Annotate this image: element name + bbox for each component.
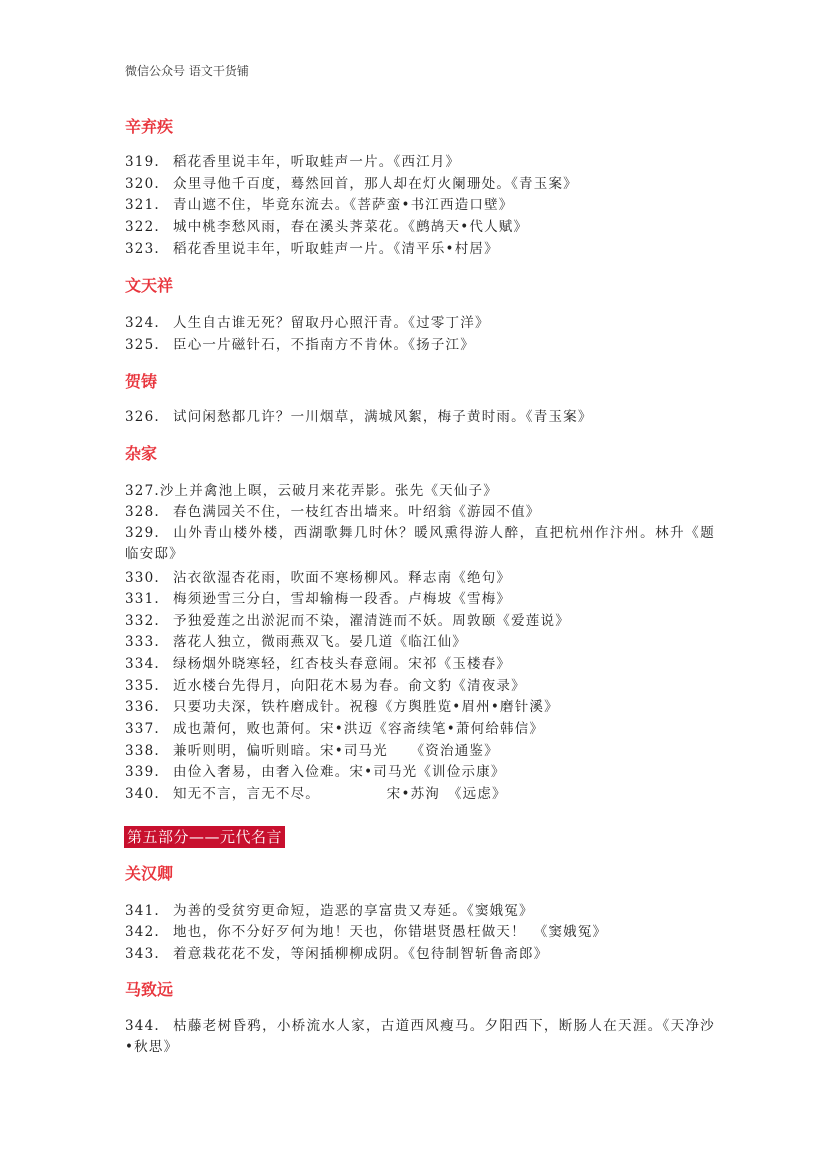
- quote-text: 沙上并禽池上暝，云破月来花弄影。张先《天仙子》: [159, 483, 498, 499]
- quote-number: 327.: [125, 483, 160, 499]
- quote-text: 春色满园关不住，一枝红杏出墙来。叶绍翁《游园不值》: [173, 504, 541, 520]
- quote-text: 兼听则明，偏听则暗。宋•司马光 《资治通鉴》: [173, 743, 499, 759]
- quote-text: 稻花香里说丰年，听取蛙声一片。《清平乐•村居》: [173, 241, 499, 257]
- quote-line: [125, 611, 570, 631]
- quote-number: 334.: [125, 656, 160, 672]
- section-title-ma-zhiyuan: 马致远: [125, 980, 174, 999]
- quote-line: [125, 762, 506, 782]
- quote-line: [125, 335, 475, 355]
- quote-text: 沾衣欲湿杏花雨，吹面不寒杨柳风。释志南《绝句》: [173, 570, 512, 586]
- quote-number: 333.: [125, 634, 160, 650]
- quote-text: 为善的受贫穷更命短，造恶的享富贵又寿延。《窦娥冤》: [173, 903, 534, 919]
- quote-text: 知无不言，言无不尽。 宋•苏洵 《远虑》: [173, 786, 507, 802]
- quote-text: 近水楼台先得月，向阳花木易为春。俞文豹《清夜录》: [173, 678, 526, 694]
- quote-line: [125, 901, 534, 921]
- quote-text: 众里寻他千百度，蓦然回首，那人却在灯火阑珊处。《青玉案》: [173, 176, 578, 192]
- quote-line: [125, 195, 514, 215]
- quote-number: 329.: [125, 525, 160, 541]
- quote-line: [125, 589, 511, 609]
- quote-number: 342.: [125, 924, 160, 940]
- quote-number: 323.: [125, 241, 160, 257]
- quote-number: 325.: [125, 337, 160, 353]
- quote-number: 322.: [125, 219, 160, 235]
- quote-number: 335.: [125, 678, 160, 694]
- quote-number: 331.: [125, 591, 160, 607]
- quote-number: 340.: [125, 786, 160, 802]
- quote-number: 336.: [125, 699, 160, 715]
- quote-line: [125, 719, 544, 739]
- quote-line: [125, 1016, 715, 1058]
- quote-text: 臣心一片磁针石，不指南方不肯休。《扬子江》: [173, 337, 475, 353]
- section-title-he-zhu: 贺铸: [125, 372, 158, 391]
- quote-text: 予独爱莲之出淤泥而不染，濯清涟而不妖。周敦颐《爱莲说》: [173, 613, 570, 629]
- quote-line: [125, 654, 511, 674]
- quote-text: 人生自古谁无死？留取丹心照汗青。《过零丁洋》: [173, 315, 490, 331]
- quote-number: 319.: [125, 154, 160, 170]
- quote-number: 343.: [125, 946, 160, 962]
- quote-text: 只要功夫深，铁杵磨成针。祝穆《方舆胜览•眉州•磨针溪》: [173, 699, 559, 715]
- quote-number: 338.: [125, 743, 160, 759]
- quote-line: [125, 944, 548, 964]
- quote-line: [125, 217, 528, 237]
- quote-line: [125, 502, 541, 522]
- part-five-banner: 第五部分——元代名言: [124, 826, 285, 848]
- section-title-guan-hanqing: 关汉卿: [125, 864, 174, 883]
- quote-number: 337.: [125, 721, 160, 737]
- quote-number: 341.: [125, 903, 160, 919]
- quote-number: 339.: [125, 764, 160, 780]
- quote-text: 青山遮不住，毕竟东流去。《菩萨蛮•书江西造口壁》: [173, 197, 514, 213]
- quote-line: [125, 523, 715, 565]
- quote-line: [125, 313, 490, 333]
- quote-line: [125, 568, 511, 588]
- quote-line: [125, 741, 499, 761]
- quote-text: 成也萧何，败也萧何。宋•洪迈《容斋续笔•萧何给韩信》: [173, 721, 545, 737]
- quote-line: [125, 922, 607, 942]
- quote-number: 328.: [125, 504, 160, 520]
- quote-text: 城中桃李愁风雨，春在溪头荠菜花。《鹧鸪天•代人赋》: [173, 219, 529, 235]
- section-title-xin-qiji: 辛弃疾: [125, 117, 174, 136]
- quote-line: [125, 239, 499, 259]
- quote-text: 由俭入奢易，由奢入俭难。宋•司马光《训俭示康》: [173, 764, 506, 780]
- quote-line: [125, 481, 498, 501]
- quote-text: 稻花香里说丰年，听取蛙声一片。《西江月》: [173, 154, 461, 170]
- quote-number: 320.: [125, 176, 160, 192]
- quote-text: 落花人独立，微雨燕双飞。晏几道《临江仙》: [173, 634, 467, 650]
- quote-line: [125, 784, 507, 804]
- section-title-za-jia: 杂家: [125, 444, 158, 463]
- quote-number: 330.: [125, 570, 160, 586]
- quote-text: 枯藤老树昏鸦，小桥流水人家，古道西风瘦马。夕阳西下，断肠人在天涯。《天净沙•秋思》: [125, 1018, 715, 1055]
- section-title-wen-tianxiang: 文天祥: [125, 276, 174, 295]
- quote-line: [125, 697, 559, 717]
- quote-text: 绿杨烟外晓寒轻，红杏枝头春意闹。宋祁《玉楼春》: [173, 656, 512, 672]
- quote-text: 地也，你不分好歹何为地！天也，你错堪贤愚枉做天！ 《窦娥冤》: [173, 924, 608, 940]
- quote-text: 山外青山楼外楼，西湖歌舞几时休？暖风熏得游人醉，直把杭州作汴州。林升《题临安邸》: [125, 525, 715, 562]
- page-header: 微信公众号 语文干货铺: [125, 64, 249, 78]
- quote-line: [125, 407, 593, 427]
- quote-line: [125, 152, 460, 172]
- quote-number: 321.: [125, 197, 160, 213]
- quote-number: 344.: [125, 1018, 160, 1034]
- quote-number: 332.: [125, 613, 160, 629]
- quote-line: [125, 676, 526, 696]
- quote-number: 324.: [125, 315, 160, 331]
- quote-text: 试问闲愁都几许？一川烟草，满城风絮，梅子黄时雨。《青玉案》: [173, 409, 593, 425]
- quote-text: 梅须逊雪三分白，雪却输梅一段香。卢梅坡《雪梅》: [173, 591, 512, 607]
- quote-line: [125, 632, 467, 652]
- quote-text: 着意栽花花不发，等闲插柳柳成阴。《包待制智斩鲁斋郎》: [173, 946, 549, 962]
- quote-number: 326.: [125, 409, 160, 425]
- quote-line: [125, 174, 578, 194]
